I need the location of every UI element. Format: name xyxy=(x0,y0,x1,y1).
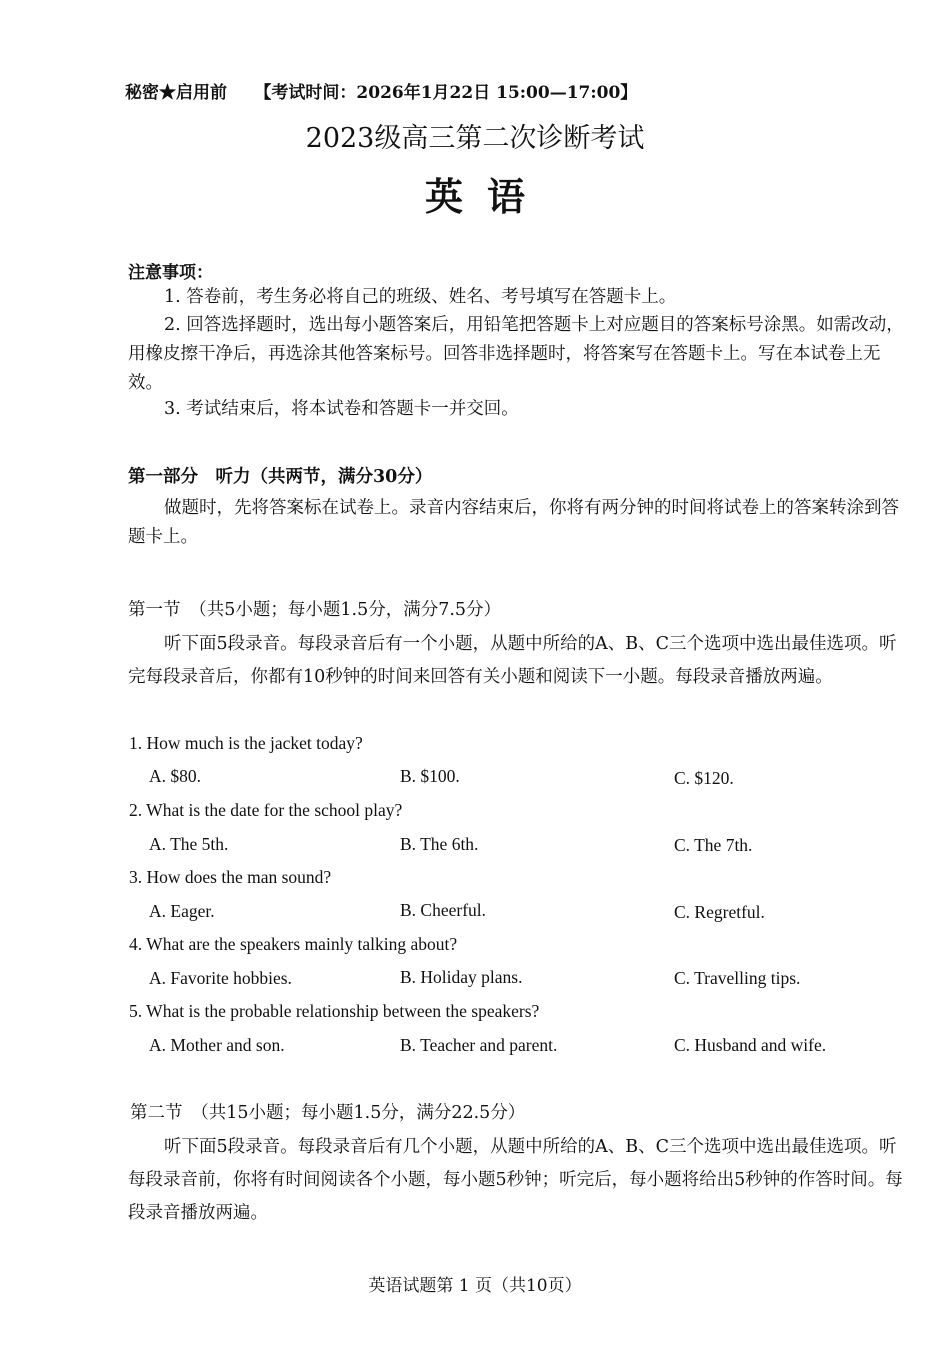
q4-option-c: C. Travelling tips. xyxy=(674,968,801,988)
q4-option-b: B. Holiday plans. xyxy=(400,967,523,987)
exam-title: 2023级高三第二次诊断考试 xyxy=(305,123,645,154)
notice-item-3: 3. 考试结束后，将本试卷和答题卡一并交回。 xyxy=(164,399,519,419)
q5-option-a: A. Mother and son. xyxy=(149,1035,285,1055)
exam-time: 【考试时间：2026年1月22日 15:00—17:00】 xyxy=(254,83,638,103)
notice-heading: 注意事项： xyxy=(128,263,213,283)
q4-option-a: A. Favorite hobbies. xyxy=(149,968,292,988)
section2-intro: 听下面5段录音。每段录音后有几个小题，从题中所给的A、B、C三个选项中选出最佳选项。听每段录音前，你将有时间阅读各个小题，每小题5秒钟；听完后，每小题将给出5秒钟的作答时间。每段录音播放两遍。 xyxy=(128,1137,903,1223)
q2-option-a: A. The 5th. xyxy=(149,834,229,854)
exam-header xyxy=(125,78,637,103)
part1-heading: 第一部分 听力（共两节，满分30分） xyxy=(128,467,433,487)
q3-option-a: A. Eager. xyxy=(149,901,215,921)
section1-heading: 第一节 （共5小题；每小题1.5分，满分7.5分） xyxy=(128,600,502,620)
q1-option-c: C. $120. xyxy=(674,768,734,788)
question-3: 3. How does the man sound? xyxy=(129,867,332,887)
question-5: 5. What is the probable relationship between the speakers? xyxy=(129,1001,540,1021)
page-footer: 英语试题第 1 页（共10页） xyxy=(368,1276,582,1296)
q1-option-b: B. $100. xyxy=(400,766,460,786)
q2-option-b: B. The 6th. xyxy=(400,834,479,854)
secret-label: 秘密★启用前 xyxy=(125,83,227,103)
section1-intro: 听下面5段录音。每段录音后有一个小题，从题中所给的A、B、C三个选项中选出最佳选项。听完每段录音后，你都有10秒钟的时间来回答有关小题和阅读下一小题。每段录音播放两遍。 xyxy=(128,634,897,687)
notice-item-2: 2. 回答选择题时，选出每小题答案后，用铅笔把答题卡上对应题目的答案标号涂黑。如需改动，用橡皮擦干净后，再选涂其他答案标号。回答非选择题时，将答案写在答题卡上。写在本试卷上无效。 xyxy=(128,315,904,393)
subject-title: 英语 xyxy=(424,174,549,219)
section2-heading: 第二节 （共15小题；每小题1.5分，满分22.5分） xyxy=(130,1103,526,1123)
part1-intro: 做题时，先将答案标在试卷上。录音内容结束后，你将有两分钟的时间将试卷上的答案转涂到答题卡上。 xyxy=(128,498,899,547)
question-4: 4. What are the speakers mainly talking about? xyxy=(129,934,458,954)
q5-option-b: B. Teacher and parent. xyxy=(400,1035,558,1055)
question-1: 1. How much is the jacket today? xyxy=(129,733,363,753)
notice-item-1: 1. 答卷前，考生务必将自己的班级、姓名、考号填写在答题卡上。 xyxy=(164,287,677,307)
q5-option-c: C. Husband and wife. xyxy=(674,1035,827,1055)
q3-option-b: B. Cheerful. xyxy=(400,900,487,920)
question-2: 2. What is the date for the school play? xyxy=(129,800,403,820)
q1-option-a: A. $80. xyxy=(149,766,202,786)
q2-option-c: C. The 7th. xyxy=(674,835,753,855)
q3-option-c: C. Regretful. xyxy=(674,902,765,922)
